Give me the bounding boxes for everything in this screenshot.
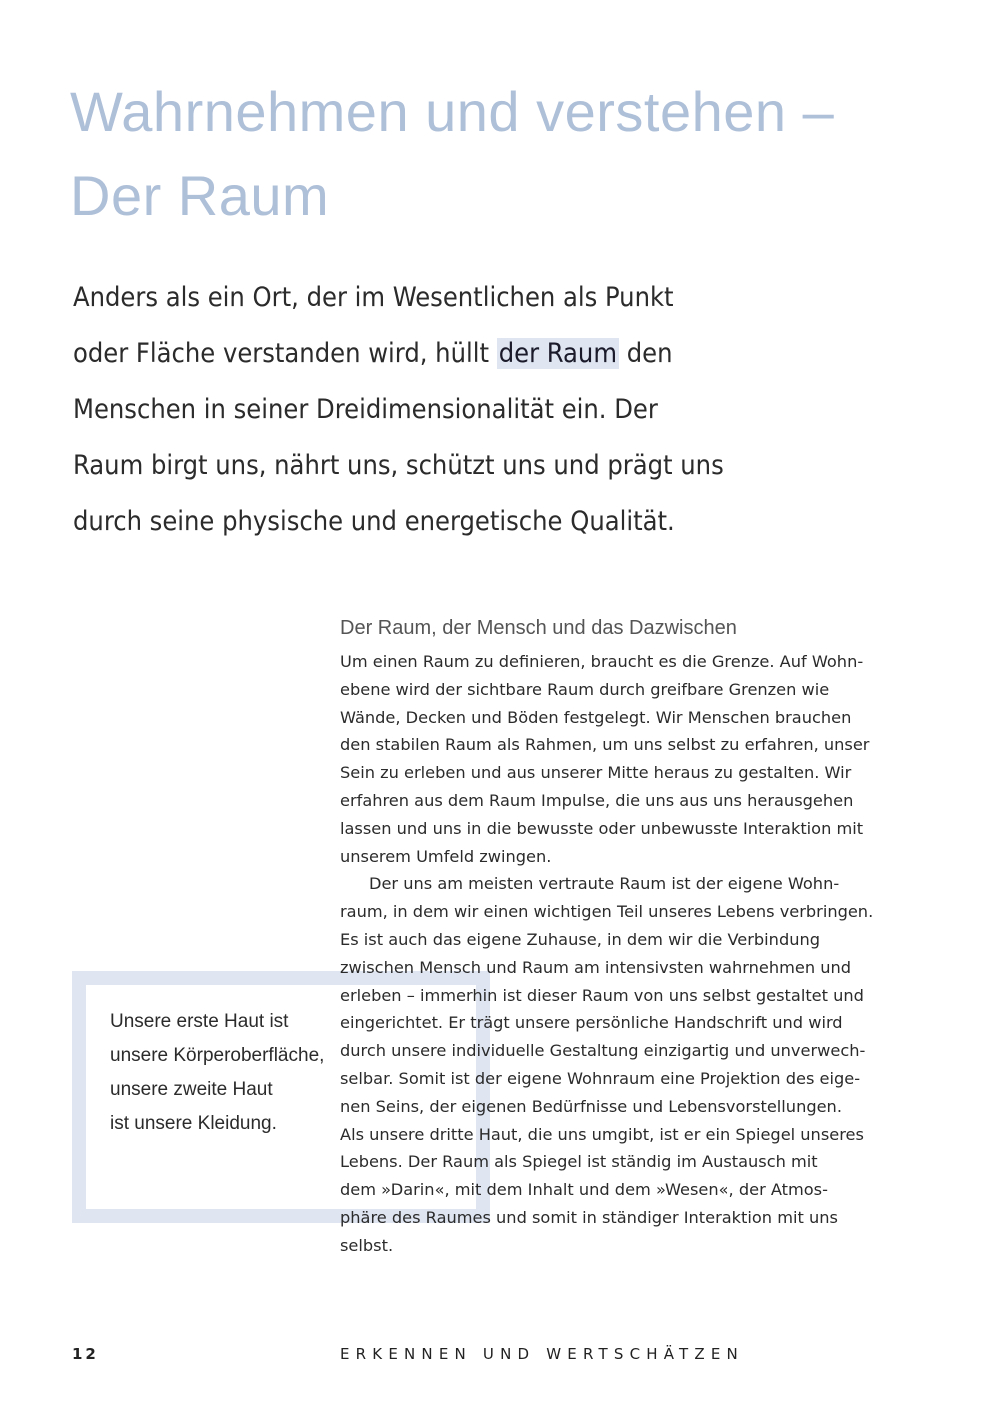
- page-number: 12: [72, 1345, 99, 1363]
- body-line: nen Seins, der eigenen Bedürfnisse und Lebensvorstellungen.: [340, 1096, 842, 1116]
- intro-line-3: Menschen in seiner Dreidimensionalität ein. Der: [73, 394, 658, 425]
- body-line: selbst.: [340, 1235, 394, 1255]
- body-line: ebene wird der sichtbare Raum durch greifbare Grenzen wie: [340, 679, 830, 699]
- body-line: durch unsere individuelle Gestaltung einzigartig und unverwech-: [340, 1041, 866, 1061]
- intro-line-1: Anders als ein Ort, der im Wesentlichen als Punkt: [73, 282, 674, 313]
- intro-line-2: [73, 326, 933, 382]
- intro-line-5: durch seine physische und energetische Qualität.: [73, 506, 675, 537]
- intro-line-4: Raum birgt uns, nährt uns, schützt uns und prägt uns: [73, 450, 724, 481]
- body-line: Lebens. Der Raum als Spiegel ist ständig im Austausch mit: [340, 1152, 818, 1172]
- page-title-line-1: Wahrnehmen und verstehen –: [70, 80, 835, 143]
- intro-line-2-end: den: [619, 338, 673, 369]
- body-line: eingerichtet. Er trägt unsere persönliche Handschrift und wird: [340, 1013, 843, 1033]
- intro-paragraph: [73, 270, 933, 550]
- quote-line-2: unsere Körperoberfläche,: [110, 1045, 325, 1066]
- body-line: Um einen Raum zu definieren, braucht es die Grenze. Auf Wohn-: [340, 652, 864, 671]
- body-line: Sein zu erleben und aus unserer Mitte heraus zu gestalten. Wir: [340, 763, 852, 783]
- body-line: Als unsere dritte Haut, die uns umgibt, ist er ein Spiegel unseres: [340, 1124, 864, 1144]
- body-text: [340, 648, 900, 1260]
- quote-line-1: Unsere erste Haut ist: [110, 1011, 289, 1032]
- body-line: Der uns am meisten vertraute Raum ist der eigene Wohn-: [369, 874, 840, 894]
- section-subheading: Der Raum, der Mensch und das Dazwischen: [340, 617, 737, 639]
- body-line: selbar. Somit ist der eigene Wohnraum eine Projektion des eige-: [340, 1068, 861, 1088]
- body-line: phäre des Raumes und somit in ständiger Interaktion mit uns: [340, 1207, 838, 1227]
- highlighted-term: der Raum: [498, 338, 617, 369]
- body-line: Wände, Decken und Böden festgelegt. Wir Menschen brauchen: [340, 707, 852, 727]
- page-title-line-2: Der Raum: [70, 164, 330, 227]
- body-line: lassen und uns in die bewusste oder unbewusste Interaktion mit: [340, 818, 864, 838]
- pull-quote: [110, 1005, 340, 1141]
- body-line: erleben – immerhin ist dieser Raum von uns selbst gestaltet und: [340, 985, 864, 1005]
- quote-line-3: unsere zweite Haut: [110, 1079, 273, 1100]
- body-line: unserem Umfeld zwingen.: [340, 846, 552, 866]
- page-title: [70, 70, 970, 238]
- body-line: raum, in dem wir einen wichtigen Teil unseres Lebens verbringen.: [340, 902, 874, 922]
- intro-line-2-start: oder Fläche verstanden wird, hüllt: [73, 338, 497, 369]
- quote-line-4: ist unsere Kleidung.: [110, 1113, 277, 1134]
- body-line: Es ist auch das eigene Zuhause, in dem wir die Verbindung: [340, 929, 821, 949]
- running-footer: ERKENNEN UND WERTSCHÄTZEN: [340, 1345, 744, 1363]
- body-line: dem »Darin«, mit dem Inhalt und dem »Wesen«, der Atmos-: [340, 1180, 828, 1200]
- body-line: zwischen Mensch und Raum am intensivsten wahrnehmen und: [340, 957, 852, 977]
- body-line: den stabilen Raum als Rahmen, um uns selbst zu erfahren, unser: [340, 735, 870, 755]
- body-line: erfahren aus dem Raum Impulse, die uns aus uns herausgehen: [340, 790, 854, 810]
